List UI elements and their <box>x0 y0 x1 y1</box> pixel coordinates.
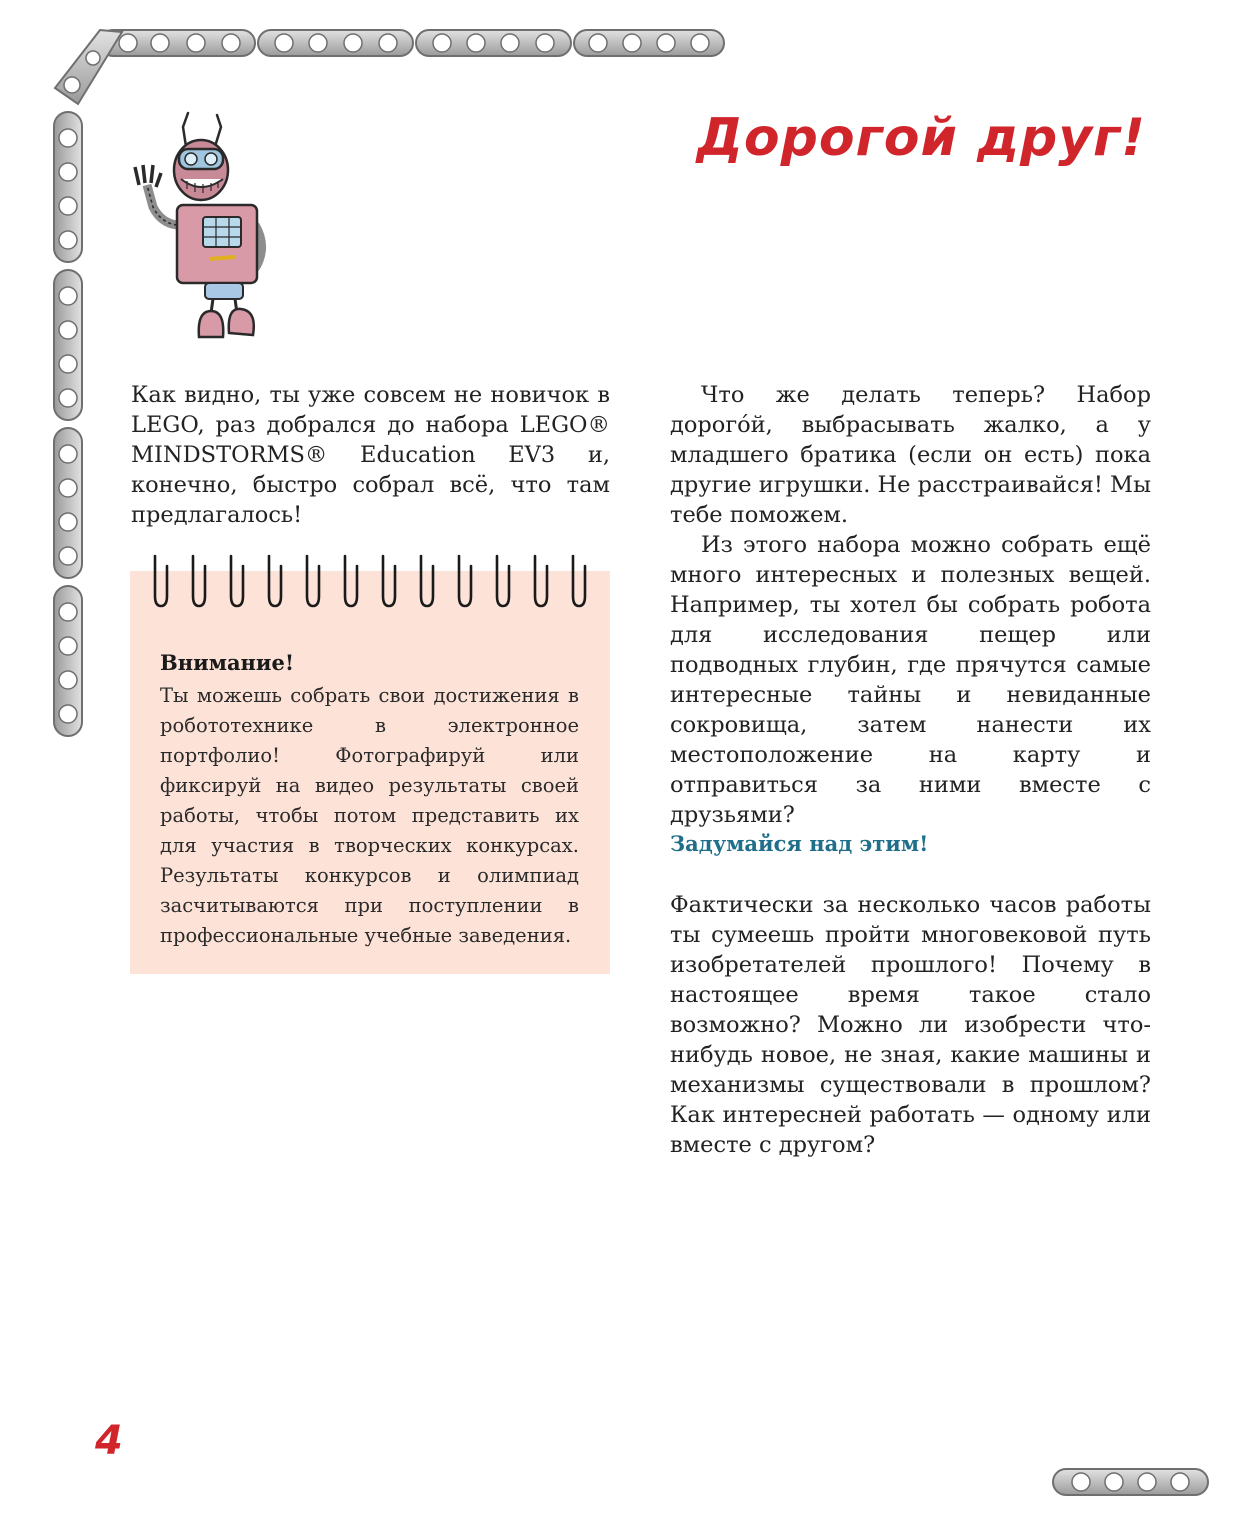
right-column <box>670 380 1151 830</box>
intro-column <box>131 380 610 530</box>
page-number: 4 <box>95 1418 123 1464</box>
page-title: Дорогой друг! <box>696 108 1146 168</box>
right-paragraph-2: Из этого набора можно собрать ещё много интересных и полезных вещей. Например, ты хотел бы собрать робота для исследования пещер или подводных глубин, где прячутся самые интересные тайны и невиданные сокровища, затем нанести их местоположение на карту и отправиться за ними вместе с друзьями? <box>670 532 1151 828</box>
attention-body: Ты можешь собрать свои достижения в робототехнике в электронное портфолио! Фотографируй или фиксируй на видео результаты своей работы, чтобы потом представить их для участия в творческих конкурсах. Результаты конкурсов и олимпиад засчитываются при поступлении в профессиональные учебные заведения. <box>160 684 579 947</box>
think-column <box>670 890 1151 1160</box>
spiral-binding-icon <box>130 550 610 612</box>
robot-illustration-icon <box>125 105 275 345</box>
think-paragraph: Фактически за несколько часов работы ты сумеешь пройти многовековой путь изобретателей прошлого! Почему в настоящее время такое стало возможно? Можно ли изобрести что-нибудь новое, не зная, какие машины и механизмы существовали в прошлом? Как интересней работать — одному или вместе с другом? <box>670 892 1151 1158</box>
right-paragraph-1: Что же делать теперь? Набор дорогóй, выбрасывать жалко, а у младшего братика (если он есть) пока другие игрушки. Не расстраивайся! Мы тебе поможем. <box>670 382 1151 528</box>
attention-title: Внимание! <box>160 650 295 675</box>
intro-paragraph: Как видно, ты уже совсем не новичок в LEGO, раз добрался до набора LEGO® MINDSTORMS® Education EV3 и, конечно, быстро собрал всё, что там предлагалось! <box>131 382 610 528</box>
think-title: Задумайся над этим! <box>670 831 929 856</box>
lego-beam-small-icon <box>1050 1466 1212 1498</box>
